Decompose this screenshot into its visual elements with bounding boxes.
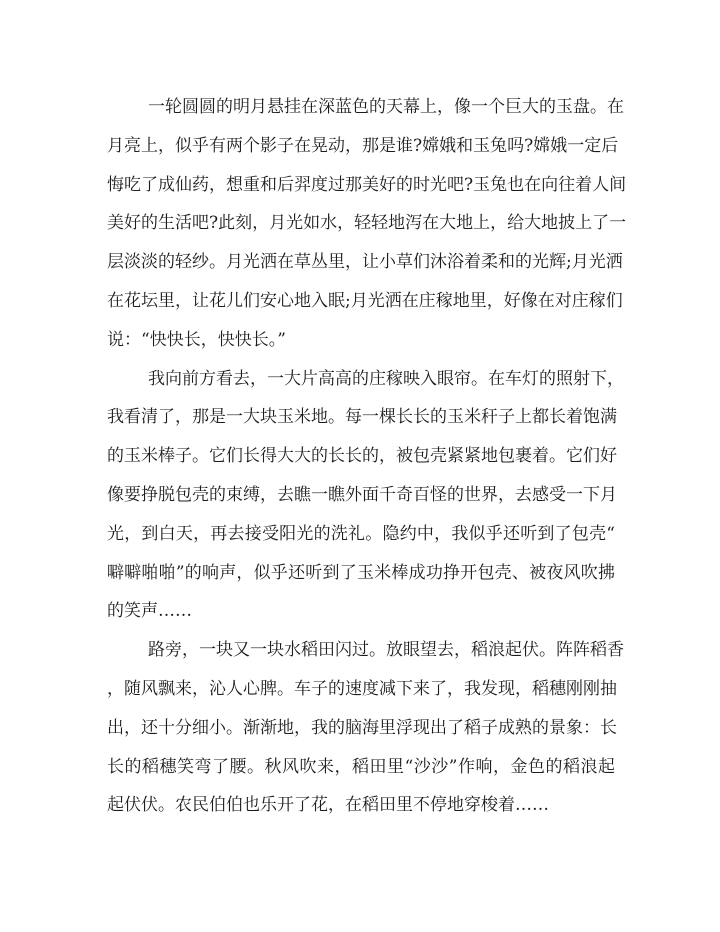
text-line: 的笑声…… [107,601,192,622]
text-line: 的玉米棒子。它们长得大大的长长的，被包壳紧紧地包裹着。它们好 [107,446,617,467]
text-line: 悔吃了成仙药，想重和后羿度过那美好的时光吧?玉兔也在向往着人间 [107,174,627,195]
text-line: 长的稻穗笑弯了腰。秋风吹来，稻田里“沙沙”作响，金色的稻浪起 [107,756,615,777]
text-line: 一轮圆圆的明月悬挂在深蓝色的天幕上，像一个巨大的玉盘。在 [148,97,624,117]
text-line: 像要挣脱包壳的束缚，去瞧一瞧外面千奇百怪的世界，去感受一下月 [107,484,617,505]
document-body [107,88,627,825]
text-line: 在花坛里，让花儿们安心地入眠;月光洒在庄稼地里，好像在对庄稼们 [107,290,623,311]
text-line: 噼噼啪啪”的响声，似乎还听到了玉米棒成功挣开包壳、被夜风吹拂 [107,562,615,583]
text-line: 说：“快快长，快快长。” [107,329,286,350]
text-line: 层淡淡的轻纱。月光洒在草丛里，让小草们沐浴着柔和的光辉;月光洒 [107,252,623,273]
text-line: 我看清了，那是一大块玉米地。每一棵长长的玉米秆子上都长着饱满 [107,407,617,428]
text-line: 起伏伏。农民伯伯也乐开了花，在稻田里不停地穿梭着…… [107,795,549,816]
text-line: 出，还十分细小。渐渐地，我的脑海里浮现出了稻子成熟的景象：长 [107,717,617,738]
text-line: 美好的生活吧?此刻，月光如水，轻轻地泻在大地上，给大地披上了一 [107,213,627,234]
paragraph-rice [107,631,624,825]
text-line: ，随风飘来，沁人心脾。车子的速度减下来了，我发现，稻穗刚刚抽 [107,678,617,699]
paragraph-moon [107,88,627,360]
text-line: 我向前方看去，一大片高高的庄稼映入眼帘。在车灯的照射下， [148,368,624,389]
text-line: 路旁，一块又一块水稻田闪过。放眼望去，稻浪起伏。阵阵稻香 [148,640,624,661]
text-line: 月亮上，似乎有两个影子在晃动，那是谁?嫦娥和玉兔吗?嫦娥一定后 [107,135,619,156]
paragraph-corn [107,360,624,632]
text-line: 光，到白天，再去接受阳光的洗礼。隐约中，我似乎还听到了包壳“ [107,523,615,544]
